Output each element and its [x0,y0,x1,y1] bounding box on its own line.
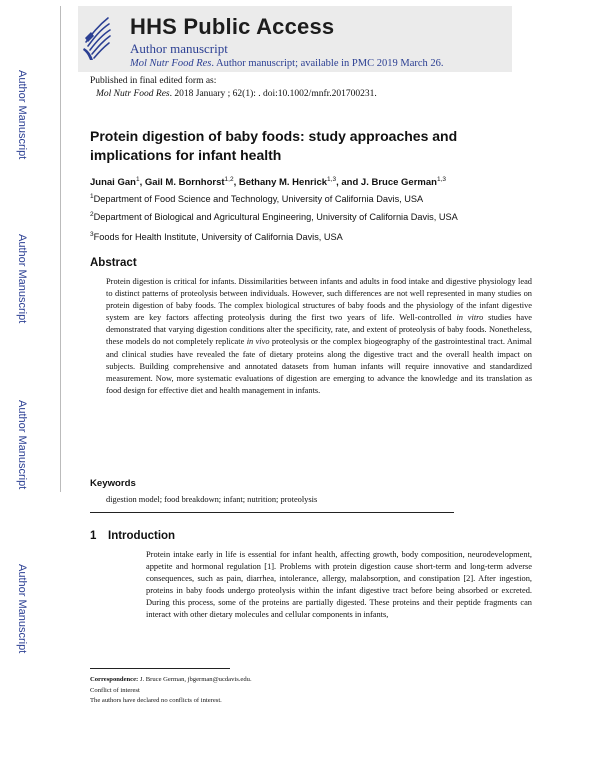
side-label-author-manuscript: Author Manuscript [16,564,28,654]
citation-journal: Mol Nutr Food Res [96,89,170,99]
abstract-body [106,276,532,397]
affiliation [90,193,423,204]
abstract-text: studies have demonstrated that varying digestion conditions alter the specificity, rate, and extent of proteolysis of baby foods. Nonetheless, these models do not completely replicate [106,313,532,347]
affiliation-sup: 1 [90,193,94,200]
hhs-eagle-logo-icon [82,12,112,64]
abstract-italic: in vitro [456,313,484,323]
manuscript-label: Author manuscript [130,41,228,56]
availability-line [130,58,444,69]
abstract-text: proteolysis or the complex biogeography of the gastrointestinal tract. Animal and clinical studies have revealed the fate of dietary proteins along the digestive tract and the overall health impact on subjects. Building comprehensive and annotated datasets from human infants will require innovative and standardized measurement. Now, more systematic evaluations of digestion are emerging to advance the knowledge and its translation as food design for effective diet and health management in infants. [106,337,532,395]
introduction-body: Protein intake early in life is essential for infant health, affecting growth, body composition, neurodevelopment, appetite and hormonal regulation [1]. Problems with protein digestion cause short-term and long-term adverse consequences, such as pain, diarrhea, intolerance, allergy, malabsorption, and constipation [2]. After ingestion, proteins in baby foods undergo proteolysis within the infant digestive tract before being absorbed or excreted. During this process, some of the proteins are partially digested. These proteins and their peptide fragments can interact with other dietary molecules and cellular components in infants, [146,550,532,620]
abstract-italic: in vivo [246,337,270,347]
correspondence-label: Correspondence: [90,676,139,683]
author-affil-sup: 1,3 [436,176,446,183]
author-name: Junai Gan [90,177,136,189]
side-label-author-manuscript: Author Manuscript [16,70,28,160]
section-number: 1 [90,530,97,542]
side-rule [60,6,61,492]
published-in-label: Published in final edited form as: [90,76,217,86]
author-affil-sup: 1,3 [327,176,337,183]
side-label-author-manuscript: Author Manuscript [16,234,28,324]
footnote-divider [90,668,230,669]
author-list [90,176,446,188]
affiliation-text: Department of Biological and Agricultural Engineering, University of California Davis, USA [93,212,458,223]
affiliation [90,211,458,222]
affiliation-text: Foods for Health Institute, University of California Davis, USA [93,232,343,243]
author-name: Bethany M. Henrick [238,177,328,189]
abstract-heading: Abstract [90,257,137,269]
author-sep: , [139,177,145,189]
section-title: Introduction [108,530,176,542]
correspondence-text: J. Bruce German, jbgerman@ucdavis.edu. [138,676,252,683]
conflict-heading: Conflict of interest [90,687,140,694]
author-sep: , [233,177,239,189]
affiliation-sup: 2 [90,211,94,218]
author-affil-sup: 1,2 [224,176,234,183]
citation-line [96,89,377,99]
author-name: Gail M. Bornhorst [144,177,225,189]
affiliation-sup: 3 [90,231,94,238]
introduction-heading [90,530,175,542]
keywords-divider [90,512,454,513]
author-sep: , and [336,177,361,189]
correspondence-note [90,676,252,683]
keywords-text: digestion model; food breakdown; infant; nutrition; proteolysis [106,495,318,504]
author-name: J. Bruce German [360,177,437,189]
hhs-title: HHS Public Access [130,14,335,39]
conflict-text: The authors have declared no conflicts of interest. [90,697,222,704]
journal-abbrev: Mol Nutr Food Res [130,58,212,69]
citation-details: . 2018 January ; 62(1): . doi:10.1002/mnfr.201700231. [169,89,377,99]
abstract-text: Protein digestion is critical for infants. Dissimilarities between infants and adults in food intake and digestive physiology lead to distinct patterns of proteolysis between individuals. However, such differences are not well represented in many studies on protein digestion of baby foods. The complex biological structures of baby foods and the physiology of the infant digestive system are key factors affecting proteolysis during the first two years of life. Well-controlled [106,277,532,323]
affiliation-text: Department of Food Science and Technology, University of California Davis, USA [93,194,424,205]
author-affil-sup: 1 [135,176,140,183]
side-label-author-manuscript: Author Manuscript [16,400,28,490]
availability-text: . Author manuscript; available in PMC 2019 March 26. [211,58,444,69]
keywords-heading: Keywords [90,478,136,489]
affiliation [90,231,343,242]
article-title: Protein digestion of baby foods: study approaches and implications for infant health [90,128,458,163]
